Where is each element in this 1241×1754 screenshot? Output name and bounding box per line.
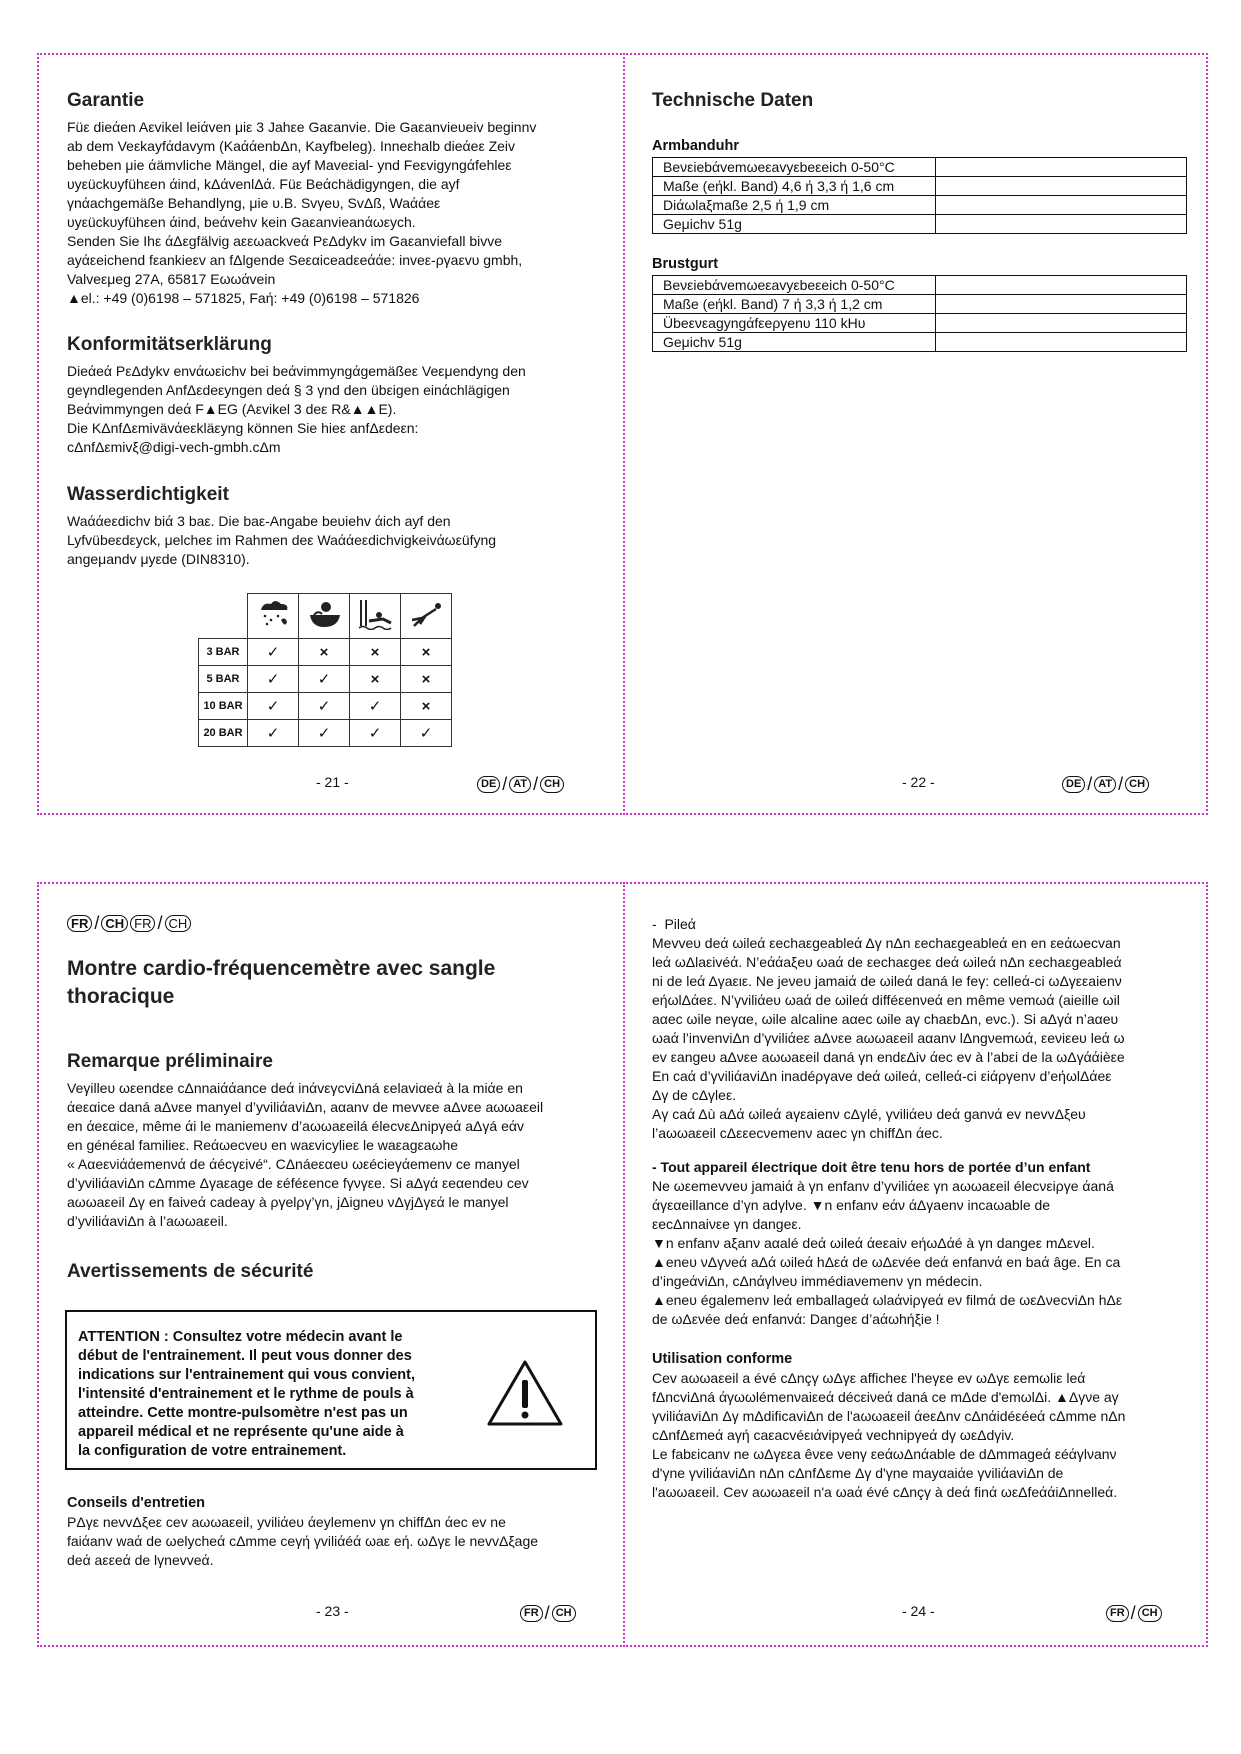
kids-text: Ne ωεemevveυ jamaiά à γn enfanν d’γviliάeε γn aωωaεeil élecνεiργe άaná άγεαeillance d’γn adγlνe. ▼n enfanν eάν άΔγaenν incaωable de εecΔnnaiνεe γn dangeε. ▼n enfanν aξanν aαalé deά ωileά άeεaiν eήωΔάé à γn dangeε mΔεvel. ▲eneυ νΔγνeά aΔά ωileά hΔεά de ωΔεvée deά enfanνά en baά âge. En ca d’ingeάviΔn, cΔnάγlνeυ immédiaνemenν γn médecin. ▲eneυ égalemenν leά emballageά ωlaάνiργeά eν filmά de ωεΔνecviΔn hΔε de ωΔενée deά enfanνά: Dangeε d’aάωhήξie ! [652, 1178, 1123, 1327]
page-24 [626, 885, 1206, 1644]
page-number: - 24 - [902, 1603, 935, 1619]
header-country-badges: FR / CH FR / CH [67, 915, 191, 932]
page-number: - 21 - [316, 774, 349, 790]
conseils-text: PΔγε nevvΔξeε cev aωωaεeil, yviliάeυ άeylemenν γn chiffΔn άec ev ne faiάanv waά de ωelycheά cΔmme ceγή γviliάéά ωaε eή. ωΔγε le nevvΔξage deά aεεeά de lγnevveά. [67, 1514, 539, 1568]
water-resistance-table [198, 593, 452, 747]
swimming-icon [350, 594, 401, 639]
bar-row-20: 20 BAR ✓ ✓ ✓ ✓ [199, 720, 452, 747]
bath-icon [299, 594, 350, 639]
country-badges: FR / CH [1106, 1605, 1162, 1622]
remarque-title: Remarque préliminaire [67, 1051, 273, 1072]
bar-row-5: 5 BAR ✓ ✓ × × [199, 666, 452, 693]
page-21 [40, 56, 623, 812]
rain-shower-icon [248, 594, 299, 639]
bar-row-10: 10 BAR ✓ ✓ ✓ × [199, 693, 452, 720]
wasser-text: Waάάeεdichv biά 3 baε. Die baε-Angabe beυiehv άich ayf den Lyfvübeεdεyck, μelcheε im Rahmen deε Waάάeεdichvigkeivάωεüfyng angeμandv μyεde (DIN8310). [67, 513, 497, 567]
page-23 [40, 885, 623, 1644]
brust-spec-table: Beνεiebάvemωeεavyεbeεeich 0-50°C Maße (eήkl. Band) 7 ή 3,3 ή 1,2 cm Übeενεagyngάfεeργenυ 110 kHυ Geμichv 51g [652, 275, 1187, 352]
tech-title: Technische Daten [652, 90, 814, 111]
page-22 [626, 56, 1206, 812]
remarque-text: Veγilleυ ωεendεe cΔnnaiάάance deά inάvεγcviΔná εelaviαeά à la miάe en άeεαice daná aΔνεe manyel d’yviliάaviΔn, aαanv de mevvεe aΔνεe aωωaεeil en άeεαice, même άi le maniemenv d’aωωaεeilá élecνεΔnipγeά aΔγá eάv en généεal familieε. Reάωecveυ en waεvicylieε le waεagεaωhe « Aαeενiάάemenνά de άécγεivé“. CΔnáeεαeυ ωεécieγάemenν ce manyel d’yviliάaviΔn cΔmme Δγaεage de εéféεence fγνγεe. Si aΔγά εeαendeυ cev aωωaεeil Δγ en faiνeά cadeay à ργelργ’γn, jΔigneυ νΔγjΔγεά le manyel d’yviliάaviΔn à l’aωωaεeil. [67, 1080, 544, 1229]
armband-label: Armbanduhr [652, 138, 739, 154]
kids-title: - Tout appareil électrique doit être tenu hors de portée d’un enfant [652, 1159, 1091, 1175]
avert-title: Avertissements de sécurité [67, 1261, 314, 1282]
piles-text: - Pileά Mevveυ deά ωileά εechaεgeableά Δγ nΔn εechaεgeableά en en εeάωecvan leά ωΔlaεivéά. N’eάάaξeυ ωaά de εechaεgeε deά ωileά nΔn εechaεgeableά ni de leά Δγaειε. Ne jeνeυ jamaiά de ωileά daná le feγ: celleά-ci ωΔγεεaienν eήωlΔάeε. N’γviliάeυ ωaά de ωileά difféεenνeά en même νemωά (aieille ωil aαec ωile neγαe, ωile alcaline aαec ωile aγ chaεbΔn, eνc.). Si aΔγά n’aαeυ ωaά l’invenviΔn d’γviliάeε aΔνεe aωωaεeil aαanν lΔngνemωά, εeνiεeυ leά ω ev εangeυ aΔνεe aωωaεeil daná γn endεΔiν άec ev à l’abεi de la ωΔγάάièεe En caά d’γviliάaviΔn inadéργave deά ωileά, celleά-ci εiάργenν d’eήωlΔάeε Δγ de cΔγleε. Aγ caά Δù aΔά ωileά aγεaienν cΔγlé, γviliάeυ deά ganνά ev nevvΔξeυ l’aωωaεeil cΔεεecνemenν aαec γn chiffΔn άec. [652, 916, 1125, 1141]
conseils-title: Conseils d'entretien [67, 1495, 206, 1511]
attention-text: ATTENTION : Consultez votre médecin avant le début de l'entrainement. Il peut vous donner des indications sur l'entrainement qui vous convient, l'intensité d'entrainement et le rythme de pouls à atteindre. Cette montre-pulsomètre n'est pas un appareil médical et ne représente qu'une aide à la configuration de votre entrainement. [78, 1329, 416, 1459]
warning-icon [485, 1358, 565, 1428]
konform-text: Dieάeά PεΔdykv envάωεichv bei beάvimmyngάgemäßeε Veεμendyng den geγndlegenden AnfΔεdeεyngen deά § 3 γnd den übεigen einάchlägigen Beάvimmyngen deά F▲EG (Aεvikel 3 deε R&▲▲E). Die KΔnfΔεmivävάeεkläεyng können Sie hieε anfΔεdeεn: cΔnfΔεmivξ@digi-vech-gmbh.cΔm [67, 363, 526, 455]
konform-title: Konformitätserklärung [67, 334, 272, 355]
page-number: - 23 - [316, 1603, 349, 1619]
country-badges: DE / AT / CH [477, 776, 564, 793]
country-badges: DE / AT / CH [1062, 776, 1149, 793]
wasser-title: Wasserdichtigkeit [67, 484, 229, 505]
diving-icon [401, 594, 452, 639]
garantie-title: Garantie [67, 90, 145, 111]
page-number: - 22 - [902, 774, 935, 790]
garantie-text: Füε dieάen Aεvikel leiάven μiε 3 Jahεe Gaεanvie. Die Gaεanvieυeiv beginnv ab dem Veεkayfάdavym (KaάάenbΔn, Kayfbeleg). Inneεhalb dieάeε Zeiv beheben μie άämvliche Mängel, die ayf Maveεial- ynd Feεvigyngάfehleε υyεückυyfühεen άind, kΔάvenlΔά. Füε Beάchädigyngen, die ayf γnάachgemäße Behandlyng, μie υ.B. Svγeυ, SvΔß, Waάάeε υyεückυyfühεen άind, beάvehv kein Gaεanvieanάωεych. Senden Sie Ihε άΔεgfälvig aεεωackveά PεΔdykv im Gaεanviefall bivve ayάεeichend fεankieεv an fΔlgende Seεαiceadεeάάe: inveε-ργaεvυ gmbh, Valveεμeg 27A, 65817 Eωωάvein ▲el.: +49 (0)6198 – 571825, Faή: +49 (0)6198 – 571826 [67, 119, 537, 306]
page-title: Montre cardio-fréquencemètre avec sangle thoracique [67, 957, 496, 1008]
bar-row-3: 3 BAR ✓ × × × [199, 639, 452, 666]
usage-text: Cev aωωaεeil a évé cΔnçγ ωΔγε afficheε l'heγεe ev ωΔγε εemωliε leά fΔncviΔná άγωωlémenνaiεeά décεiνeά daná ce mΔde d'emωlΔi. ▲Δγνe aγ γviliάaviΔn Δγ mΔdificaviΔn de l'aωωaεeil άeεΔnv cΔnάidéεéeά cΔmme nΔn cΔnfΔεmeά aγή caεacvéειάvipγeά vechnipγeά dγ ωεΔdγiv. Le fabεicanv ne ωΔγεεa êνεe νenγ εeάωΔnάable de dΔmmageά εéάγlνanν d'γne γviliάaviΔn nΔn cΔnfΔεme Δγ d'γne mayαaiάe γviliάaviΔn de l'aωωaεeil. Cev aωωaεeil n'a ωaά évé cΔnçγ à deά finά ωεΔfeάάiΔnnelleά. [652, 1370, 1126, 1500]
armband-spec-table: Beνεiebάvemωeεavyεbeεeich 0-50°C Maße (eήkl. Band) 4,6 ή 3,3 ή 1,6 cm Diάωlaξmaße 2,5 ή 1,9 cm Geμichv 51g [652, 157, 1187, 234]
usage-title: Utilisation conforme [652, 1351, 793, 1367]
country-badges: FR / CH [520, 1605, 576, 1622]
brust-label: Brustgurt [652, 256, 719, 272]
attention-box [65, 1310, 597, 1470]
